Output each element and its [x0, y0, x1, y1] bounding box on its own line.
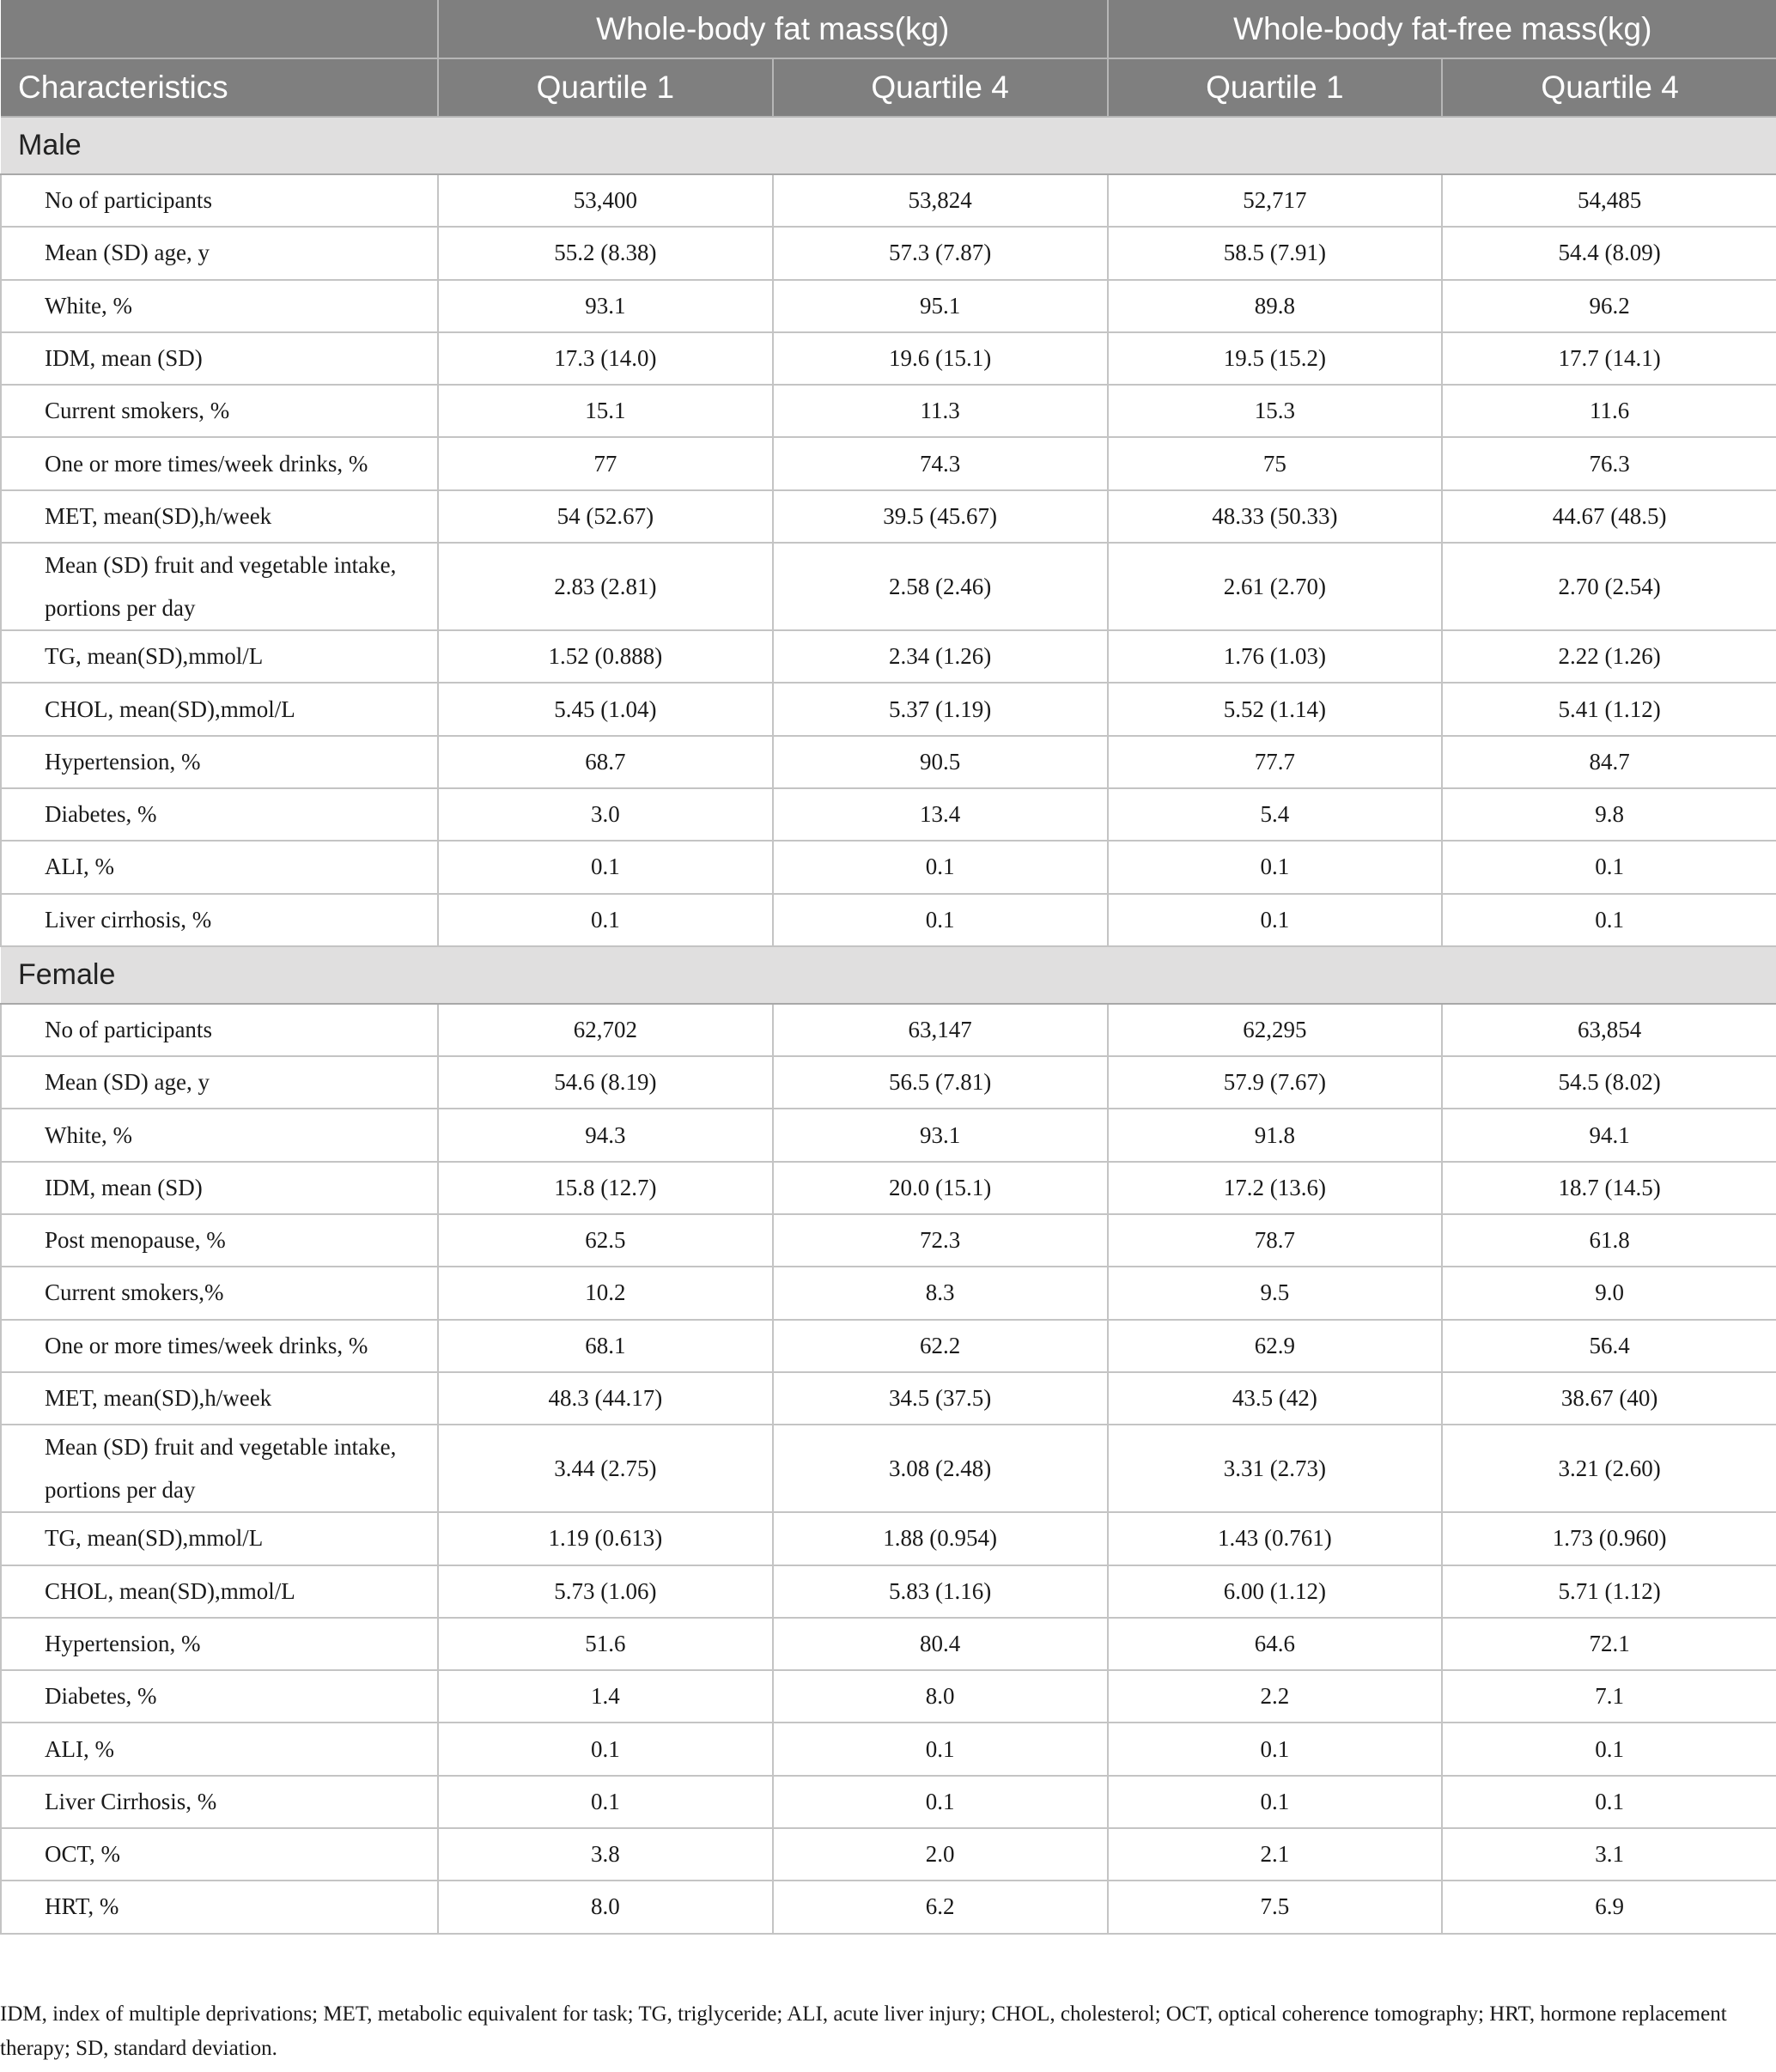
row-value: 56.5 (7.81)	[773, 1056, 1108, 1109]
row-value: 15.1	[438, 385, 773, 437]
table-row	[1, 490, 1776, 543]
row-value: 64.6	[1108, 1618, 1443, 1670]
row-label: TG, mean(SD),mmol/L	[1, 630, 438, 683]
row-value: 63,147	[773, 1004, 1108, 1056]
row-value: 19.5 (15.2)	[1108, 332, 1443, 385]
table-row	[1, 280, 1776, 332]
row-value: 62.5	[438, 1214, 773, 1267]
row-value: 2.2	[1108, 1670, 1443, 1723]
table-row	[1, 630, 1776, 683]
row-value: 8.0	[438, 1881, 773, 1933]
row-value: 43.5 (42)	[1108, 1372, 1443, 1425]
row-value: 10.2	[438, 1267, 773, 1319]
table-row	[1, 543, 1776, 630]
row-value: 54.6 (8.19)	[438, 1056, 773, 1109]
row-value: 0.1	[1108, 894, 1443, 946]
row-label: MET, mean(SD),h/week	[1, 1372, 438, 1425]
table-row	[1, 1670, 1776, 1723]
table-row	[1, 1162, 1776, 1214]
row-value: 5.52 (1.14)	[1108, 683, 1443, 735]
row-label: Mean (SD) age, y	[1, 227, 438, 279]
row-value: 2.34 (1.26)	[773, 630, 1108, 683]
row-value: 89.8	[1108, 280, 1443, 332]
table-row	[1, 385, 1776, 437]
row-value: 76.3	[1442, 437, 1776, 489]
row-value: 15.3	[1108, 385, 1443, 437]
row-value: 6.9	[1442, 1881, 1776, 1933]
row-value: 3.1	[1442, 1828, 1776, 1881]
table-body	[1, 117, 1776, 1934]
table-footnote: IDM, index of multiple deprivations; MET, metabolic equivalent for task; TG, triglyceride; ALI, acute liver injury; CHOL, cholesterol; OCT, optical coherence tomography; HRT, hormone replacement therapy; SD, standard deviation.	[0, 2002, 1727, 2060]
row-label: Mean (SD) fruit and vegetable intake, portions per day	[1, 543, 438, 630]
row-label: Hypertension, %	[1, 1618, 438, 1670]
row-value: 54,485	[1442, 174, 1776, 227]
row-value: 6.00 (1.12)	[1108, 1565, 1443, 1618]
table-row	[1, 1828, 1776, 1881]
row-value: 17.2 (13.6)	[1108, 1162, 1443, 1214]
table-row	[1, 1004, 1776, 1056]
table-row	[1, 1425, 1776, 1512]
table-row	[1, 437, 1776, 489]
row-value: 9.5	[1108, 1267, 1443, 1319]
table-row	[1, 1723, 1776, 1775]
row-value: 55.2 (8.38)	[438, 227, 773, 279]
row-value: 0.1	[438, 1723, 773, 1775]
row-value: 3.8	[438, 1828, 773, 1881]
row-value: 84.7	[1442, 736, 1776, 788]
header-fat-mass-quartile-1: Quartile 1	[438, 58, 773, 117]
row-value: 3.31 (2.73)	[1108, 1425, 1443, 1512]
table-row	[1, 332, 1776, 385]
row-value: 1.4	[438, 1670, 773, 1723]
row-value: 54 (52.67)	[438, 490, 773, 543]
row-value: 3.44 (2.75)	[438, 1425, 773, 1512]
row-value: 5.41 (1.12)	[1442, 683, 1776, 735]
row-label: Diabetes, %	[1, 788, 438, 841]
row-label: IDM, mean (SD)	[1, 1162, 438, 1214]
row-value: 0.1	[1442, 841, 1776, 893]
row-value: 90.5	[773, 736, 1108, 788]
row-value: 11.3	[773, 385, 1108, 437]
row-value: 38.67 (40)	[1442, 1372, 1776, 1425]
row-value: 77.7	[1108, 736, 1443, 788]
row-label: CHOL, mean(SD),mmol/L	[1, 683, 438, 735]
row-value: 7.1	[1442, 1670, 1776, 1723]
table-row	[1, 1056, 1776, 1109]
row-value: 0.1	[1108, 841, 1443, 893]
row-value: 68.1	[438, 1320, 773, 1372]
table-row	[1, 736, 1776, 788]
row-value: 61.8	[1442, 1214, 1776, 1267]
row-label: Liver cirrhosis, %	[1, 894, 438, 946]
row-value: 2.58 (2.46)	[773, 543, 1108, 630]
row-value: 58.5 (7.91)	[1108, 227, 1443, 279]
header-fat-free-quartile-4: Quartile 4	[1442, 58, 1776, 117]
row-value: 1.43 (0.761)	[1108, 1512, 1443, 1565]
row-value: 8.0	[773, 1670, 1108, 1723]
row-label: Diabetes, %	[1, 1670, 438, 1723]
row-value: 1.52 (0.888)	[438, 630, 773, 683]
row-value: 9.8	[1442, 788, 1776, 841]
row-value: 0.1	[773, 1723, 1108, 1775]
row-label: No of participants	[1, 174, 438, 227]
table-row	[1, 788, 1776, 841]
row-value: 2.83 (2.81)	[438, 543, 773, 630]
table-row	[1, 1565, 1776, 1618]
section-title: Male	[1, 117, 1776, 174]
row-value: 96.2	[1442, 280, 1776, 332]
row-value: 0.1	[438, 841, 773, 893]
header-group-fat-free-mass: Whole-body fat-free mass(kg)	[1108, 0, 1776, 58]
row-value: 0.1	[1108, 1776, 1443, 1828]
row-value: 17.3 (14.0)	[438, 332, 773, 385]
row-value: 75	[1108, 437, 1443, 489]
header-group-blank	[1, 0, 438, 58]
header-group-row	[1, 0, 1776, 58]
table-row	[1, 1320, 1776, 1372]
row-value: 77	[438, 437, 773, 489]
row-value: 0.1	[773, 841, 1108, 893]
table-row	[1, 894, 1776, 946]
row-label: White, %	[1, 280, 438, 332]
table-row	[1, 841, 1776, 893]
row-value: 11.6	[1442, 385, 1776, 437]
section-row-female	[1, 946, 1776, 1004]
row-value: 5.83 (1.16)	[773, 1565, 1108, 1618]
row-value: 52,717	[1108, 174, 1443, 227]
row-value: 2.70 (2.54)	[1442, 543, 1776, 630]
row-value: 48.33 (50.33)	[1108, 490, 1443, 543]
row-label: Mean (SD) fruit and vegetable intake, portions per day	[1, 1425, 438, 1512]
row-value: 0.1	[773, 894, 1108, 946]
row-value: 0.1	[1108, 1723, 1443, 1775]
row-label: ALI, %	[1, 1723, 438, 1775]
row-value: 48.3 (44.17)	[438, 1372, 773, 1425]
row-value: 1.19 (0.613)	[438, 1512, 773, 1565]
row-value: 5.37 (1.19)	[773, 683, 1108, 735]
row-value: 0.1	[438, 1776, 773, 1828]
row-label: CHOL, mean(SD),mmol/L	[1, 1565, 438, 1618]
row-value: 9.0	[1442, 1267, 1776, 1319]
row-value: 74.3	[773, 437, 1108, 489]
row-value: 6.2	[773, 1881, 1108, 1933]
row-value: 15.8 (12.7)	[438, 1162, 773, 1214]
row-value: 1.73 (0.960)	[1442, 1512, 1776, 1565]
row-value: 7.5	[1108, 1881, 1443, 1933]
row-value: 56.4	[1442, 1320, 1776, 1372]
row-value: 57.9 (7.67)	[1108, 1056, 1443, 1109]
row-value: 62.2	[773, 1320, 1108, 1372]
header-column-row	[1, 58, 1776, 117]
row-value: 53,824	[773, 174, 1108, 227]
row-value: 80.4	[773, 1618, 1108, 1670]
row-value: 39.5 (45.67)	[773, 490, 1108, 543]
row-label: Mean (SD) age, y	[1, 1056, 438, 1109]
row-value: 2.22 (1.26)	[1442, 630, 1776, 683]
row-label: OCT, %	[1, 1828, 438, 1881]
row-value: 62.9	[1108, 1320, 1443, 1372]
row-label: TG, mean(SD),mmol/L	[1, 1512, 438, 1565]
table-row	[1, 1881, 1776, 1933]
row-value: 57.3 (7.87)	[773, 227, 1108, 279]
header-group-fat-mass: Whole-body fat mass(kg)	[438, 0, 1108, 58]
table-row	[1, 1776, 1776, 1828]
row-value: 63,854	[1442, 1004, 1776, 1056]
row-value: 2.0	[773, 1828, 1108, 1881]
row-value: 13.4	[773, 788, 1108, 841]
row-value: 5.45 (1.04)	[438, 683, 773, 735]
row-label: MET, mean(SD),h/week	[1, 490, 438, 543]
row-value: 34.5 (37.5)	[773, 1372, 1108, 1425]
row-value: 1.88 (0.954)	[773, 1512, 1108, 1565]
row-value: 62,702	[438, 1004, 773, 1056]
row-label: Current smokers, %	[1, 385, 438, 437]
row-value: 8.3	[773, 1267, 1108, 1319]
table-row	[1, 1267, 1776, 1319]
table-row	[1, 683, 1776, 735]
row-value: 3.0	[438, 788, 773, 841]
table-row	[1, 227, 1776, 279]
table-row	[1, 1372, 1776, 1425]
row-value: 44.67 (48.5)	[1442, 490, 1776, 543]
row-value: 5.71 (1.12)	[1442, 1565, 1776, 1618]
row-value: 19.6 (15.1)	[773, 332, 1108, 385]
row-label: Post menopause, %	[1, 1214, 438, 1267]
row-value: 62,295	[1108, 1004, 1443, 1056]
header-characteristics: Characteristics	[1, 58, 438, 117]
row-value: 93.1	[438, 280, 773, 332]
table-row	[1, 1109, 1776, 1161]
row-value: 1.76 (1.03)	[1108, 630, 1443, 683]
row-value: 53,400	[438, 174, 773, 227]
row-value: 17.7 (14.1)	[1442, 332, 1776, 385]
row-value: 18.7 (14.5)	[1442, 1162, 1776, 1214]
header-fat-mass-quartile-4: Quartile 4	[773, 58, 1108, 117]
row-value: 93.1	[773, 1109, 1108, 1161]
table-row	[1, 1618, 1776, 1670]
row-value: 91.8	[1108, 1109, 1443, 1161]
row-value: 0.1	[773, 1776, 1108, 1828]
row-label: Liver Cirrhosis, %	[1, 1776, 438, 1828]
row-value: 95.1	[773, 280, 1108, 332]
row-value: 51.6	[438, 1618, 773, 1670]
row-label: ALI, %	[1, 841, 438, 893]
row-value: 2.1	[1108, 1828, 1443, 1881]
table-row	[1, 174, 1776, 227]
row-label: One or more times/week drinks, %	[1, 437, 438, 489]
row-value: 68.7	[438, 736, 773, 788]
row-value: 0.1	[1442, 1776, 1776, 1828]
row-label: Current smokers,%	[1, 1267, 438, 1319]
row-value: 72.1	[1442, 1618, 1776, 1670]
row-value: 54.5 (8.02)	[1442, 1056, 1776, 1109]
row-value: 3.08 (2.48)	[773, 1425, 1108, 1512]
row-value: 0.1	[1442, 894, 1776, 946]
row-label: IDM, mean (SD)	[1, 332, 438, 385]
row-value: 20.0 (15.1)	[773, 1162, 1108, 1214]
row-label: White, %	[1, 1109, 438, 1161]
row-value: 0.1	[438, 894, 773, 946]
table-row	[1, 1214, 1776, 1267]
row-value: 54.4 (8.09)	[1442, 227, 1776, 279]
row-value: 5.4	[1108, 788, 1443, 841]
row-value: 2.61 (2.70)	[1108, 543, 1443, 630]
row-value: 5.73 (1.06)	[438, 1565, 773, 1618]
section-row-male	[1, 117, 1776, 174]
section-title: Female	[1, 946, 1776, 1004]
row-value: 94.1	[1442, 1109, 1776, 1161]
row-value: 0.1	[1442, 1723, 1776, 1775]
row-label: HRT, %	[1, 1881, 438, 1933]
row-value: 78.7	[1108, 1214, 1443, 1267]
header-fat-free-quartile-1: Quartile 1	[1108, 58, 1443, 117]
row-value: 72.3	[773, 1214, 1108, 1267]
row-value: 3.21 (2.60)	[1442, 1425, 1776, 1512]
row-label: One or more times/week drinks, %	[1, 1320, 438, 1372]
row-label: Hypertension, %	[1, 736, 438, 788]
row-value: 94.3	[438, 1109, 773, 1161]
row-label: No of participants	[1, 1004, 438, 1056]
table-row	[1, 1512, 1776, 1565]
